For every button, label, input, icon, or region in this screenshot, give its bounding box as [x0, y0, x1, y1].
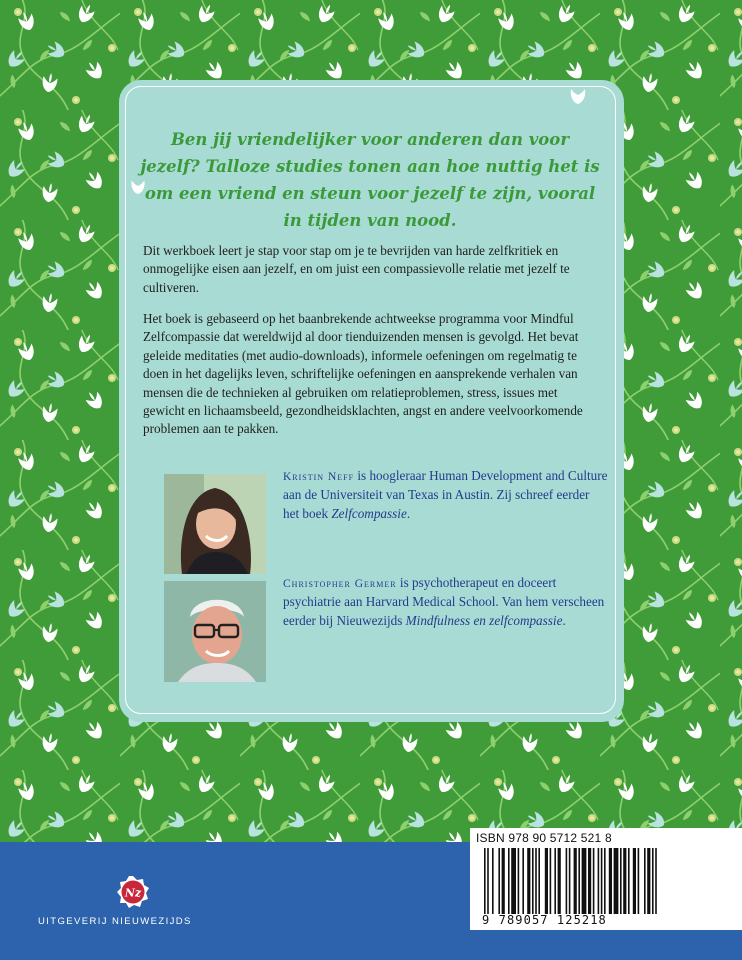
barcode-bar	[502, 848, 505, 914]
barcode-bar	[511, 848, 516, 914]
barcode-bars	[484, 848, 730, 914]
barcode-bar	[518, 848, 520, 914]
body-paragraph-1: Dit werkboek leert je stap voor stap om je te bevrijden van harde zelfkritiek en onmogelijke eisen aan jezelf, en om juist een compassievolle relatie met jezelf te cultiveren.	[143, 243, 570, 295]
barcode-bar	[550, 848, 552, 914]
bio-end: .	[562, 612, 566, 628]
barcode-bar	[578, 848, 580, 914]
barcode-bar	[623, 848, 626, 914]
author-bio-kristin-neff	[283, 467, 608, 523]
barcode-bar	[532, 848, 534, 914]
barcode-bar	[593, 848, 595, 914]
book-title: Zelfcompassie	[331, 505, 407, 521]
barcode-bar	[566, 848, 568, 914]
barcode-bar	[638, 848, 640, 914]
barcode-bar	[508, 848, 510, 914]
author-bio-text: is hoogleraar Human Development and Culture aan de Universiteit van Texas in Austin. Zij schreef eerder het boek	[283, 468, 608, 521]
barcode-bar	[609, 848, 612, 914]
corner-flower-icon	[567, 84, 589, 106]
barcode-bar	[628, 848, 630, 914]
barcode-bar	[498, 848, 500, 914]
author-bio-text: is psychotherapeut en doceert psychiatrie aan Harvard Medical School. Van hem verscheen eerder bij Nieuwezijds	[283, 575, 605, 628]
barcode-bar	[484, 848, 486, 914]
author-photo-kristin-neff	[164, 474, 266, 574]
barcode-bar	[655, 848, 657, 914]
barcode-area	[470, 828, 742, 930]
barcode-bar	[601, 848, 603, 914]
barcode-bar	[652, 848, 654, 914]
book-title: Mindfulness en zelfcompassie	[405, 612, 563, 628]
barcode-bar	[554, 848, 556, 914]
headline: Ben jij vriendelijker voor anderen dan voor jezelf? Talloze studies tonen aan hoe nuttig het is om een vriend en steun voor jezelf te zijn, vooral in tijden van nood.	[140, 130, 600, 230]
barcode-bar	[545, 848, 548, 914]
author-name: Kristin Neff	[283, 471, 355, 483]
isbn-number: ISBN 978 90 5712 521 8	[476, 831, 612, 845]
author-photo-christopher-germer	[164, 581, 266, 682]
barcode-bar	[535, 848, 537, 914]
barcode-bar	[522, 848, 524, 914]
barcode-bar	[647, 848, 650, 914]
barcode-bar	[598, 848, 600, 914]
author-bio-christopher-germer	[283, 574, 608, 630]
barcode-bar	[588, 848, 591, 914]
barcode-bar	[614, 848, 619, 914]
barcode-bar	[644, 848, 646, 914]
barcode-bar	[527, 848, 530, 914]
author-name: Christopher Germer	[283, 578, 397, 590]
barcode-bar	[538, 848, 540, 914]
barcode-bar	[574, 848, 577, 914]
ean-number: 9 789057 125218	[482, 913, 607, 927]
barcode-bar	[558, 848, 561, 914]
barcode-bar	[492, 848, 494, 914]
barcode-bar	[620, 848, 622, 914]
publisher-name: UITGEVERIJ NIEUWEZIJDS	[38, 916, 192, 927]
barcode-bar	[582, 848, 587, 914]
bio-end: .	[406, 505, 411, 521]
barcode-bar	[569, 848, 571, 914]
body-paragraph-2: Het boek is gebaseerd op het baanbrekende achtweekse programma voor Mindful Zelfcompassie dat wereldwijd al door tienduizenden mensen is gevolgd. Het bevat geleide meditaties (met audio-downloads), informele oefeningen om regelmatig te doen in het dagelijks leven, schriftelijke oefeningen en aansprekende verhalen van mensen die de technieken al gebruiken om relatieproblemen, stress, issues met gewicht en lichaamsbeeld, gezondheidsklachten, angst en andere veelvoorkomende problemen aan te pakken.	[143, 311, 583, 437]
barcode-bar	[604, 848, 606, 914]
publisher-logo-icon	[116, 875, 150, 909]
barcode-bar	[633, 848, 636, 914]
barcode-bar	[487, 848, 489, 914]
logo-text: Nz	[124, 886, 142, 900]
